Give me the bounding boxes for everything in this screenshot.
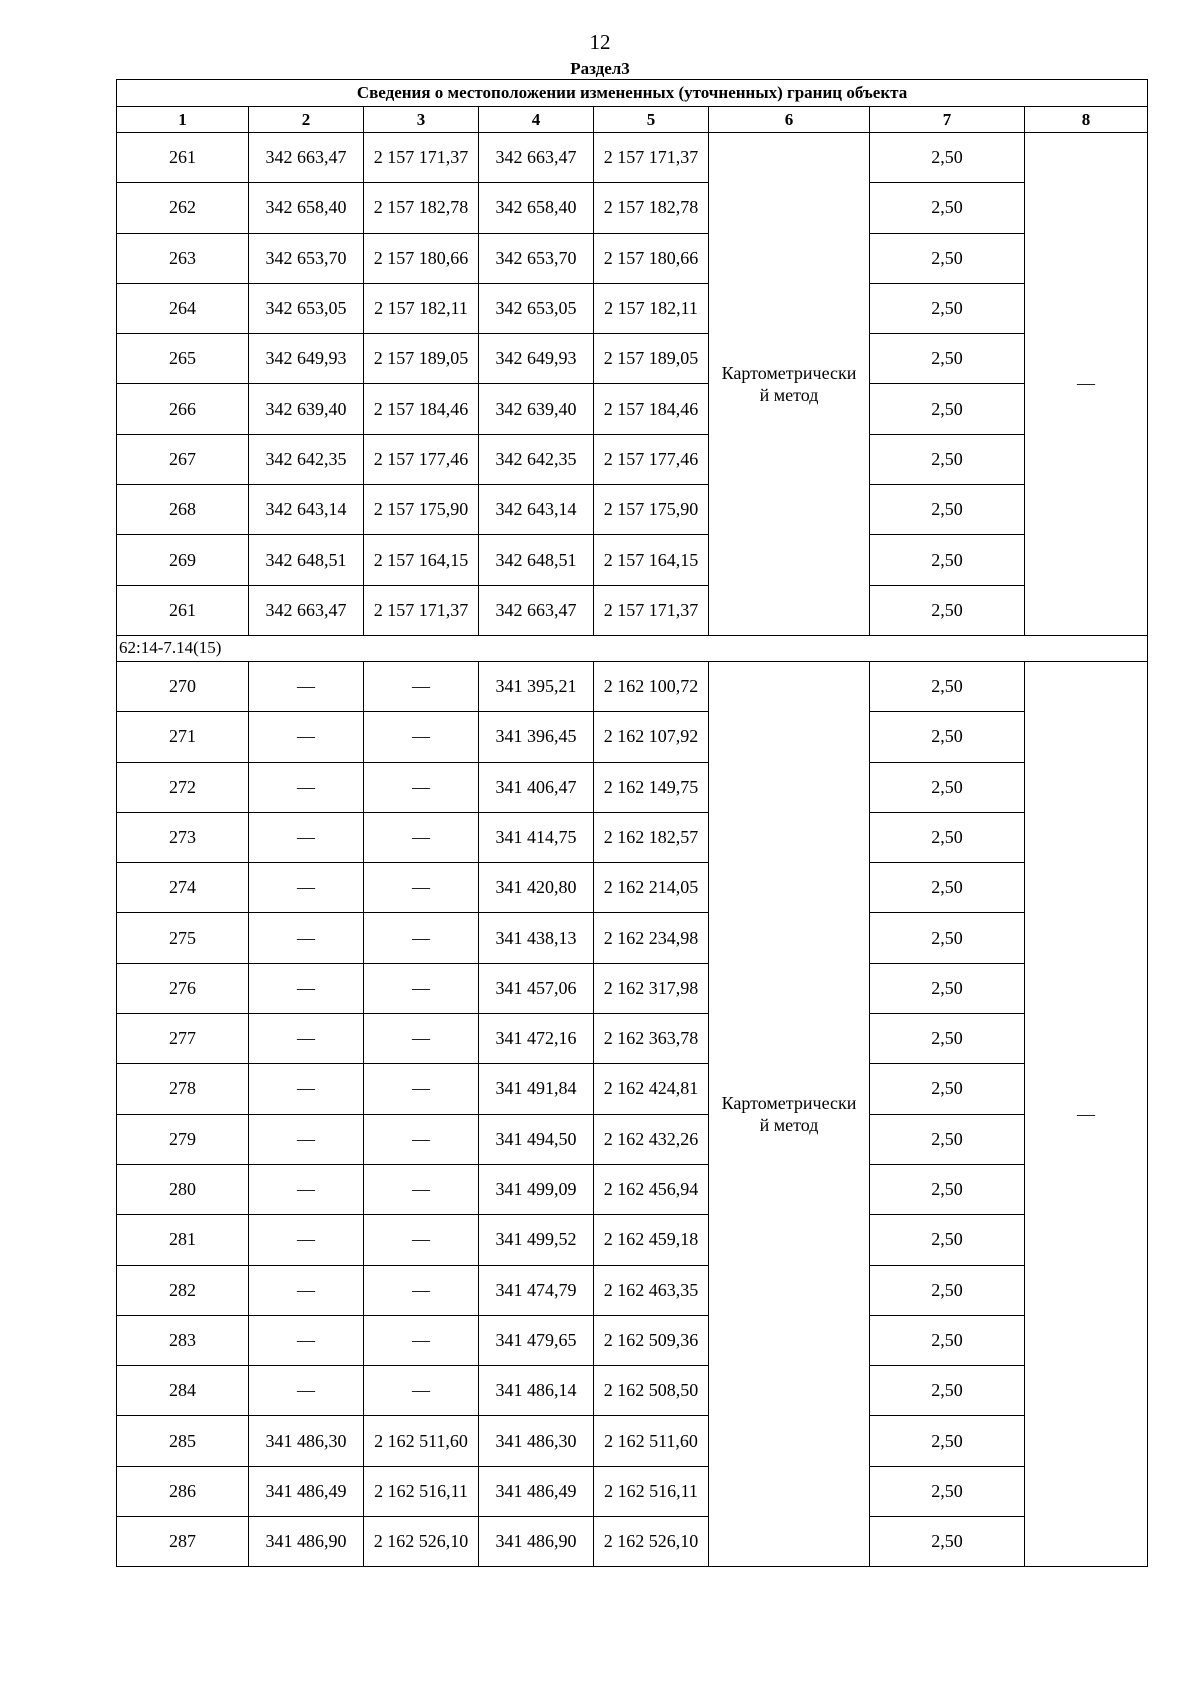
y-new-cell: 2 162 317,98 — [594, 963, 709, 1013]
x-old-cell: 342 663,47 — [249, 585, 364, 635]
y-new-cell: 2 162 424,81 — [594, 1064, 709, 1114]
x-old-cell: 342 658,40 — [249, 183, 364, 233]
x-old-cell: — — [249, 863, 364, 913]
y-old-cell: — — [364, 1014, 479, 1064]
y-old-cell: — — [364, 661, 479, 711]
x-new-cell: 341 494,50 — [479, 1114, 594, 1164]
table-row — [117, 485, 1148, 535]
y-old-cell: — — [364, 1164, 479, 1214]
x-old-cell: — — [249, 1366, 364, 1416]
point-number-cell: 273 — [117, 812, 249, 862]
table-row — [117, 913, 1148, 963]
x-new-cell: 342 642,35 — [479, 434, 594, 484]
x-old-cell: — — [249, 1315, 364, 1365]
accuracy-cell: 2,50 — [870, 1416, 1025, 1466]
method-cell — [709, 133, 870, 636]
table-row — [117, 812, 1148, 862]
x-old-cell: 342 653,70 — [249, 233, 364, 283]
x-new-cell: 341 420,80 — [479, 863, 594, 913]
x-old-cell: — — [249, 1164, 364, 1214]
page-number: 12 — [589, 30, 611, 54]
y-old-cell: — — [364, 1114, 479, 1164]
point-number-cell: 285 — [117, 1416, 249, 1466]
x-old-cell: 341 486,30 — [249, 1416, 364, 1466]
column-number: 8 — [1025, 107, 1148, 133]
y-old-cell: — — [364, 1315, 479, 1365]
accuracy-cell: 2,50 — [870, 535, 1025, 585]
column-number: 4 — [479, 107, 594, 133]
accuracy-cell: 2,50 — [870, 1366, 1025, 1416]
table-row — [117, 384, 1148, 434]
y-old-cell: 2 157 175,90 — [364, 485, 479, 535]
accuracy-cell: 2,50 — [870, 1215, 1025, 1265]
x-old-cell: — — [249, 1215, 364, 1265]
x-new-cell: 341 457,06 — [479, 963, 594, 1013]
accuracy-cell: 2,50 — [870, 712, 1025, 762]
table-row — [117, 1114, 1148, 1164]
x-old-cell: 342 653,05 — [249, 283, 364, 333]
x-old-cell: 342 648,51 — [249, 535, 364, 585]
table-row — [117, 334, 1148, 384]
x-new-cell: 341 414,75 — [479, 812, 594, 862]
column-number-row — [117, 107, 1148, 133]
y-new-cell: 2 162 234,98 — [594, 913, 709, 963]
x-new-cell: 341 474,79 — [479, 1265, 594, 1315]
accuracy-cell: 2,50 — [870, 334, 1025, 384]
table-row — [117, 1517, 1148, 1567]
y-new-cell: 2 162 526,10 — [594, 1517, 709, 1567]
section-title: Раздел3 — [570, 59, 630, 78]
accuracy-cell: 2,50 — [870, 1265, 1025, 1315]
accuracy-cell: 2,50 — [870, 434, 1025, 484]
table-row — [117, 1366, 1148, 1416]
accuracy-cell: 2,50 — [870, 963, 1025, 1013]
x-new-cell: 342 648,51 — [479, 535, 594, 585]
point-number-cell: 281 — [117, 1215, 249, 1265]
point-number-cell: 283 — [117, 1315, 249, 1365]
x-new-cell: 342 643,14 — [479, 485, 594, 535]
point-number-cell: 269 — [117, 535, 249, 585]
y-new-cell: 2 162 363,78 — [594, 1014, 709, 1064]
x-new-cell: 341 486,49 — [479, 1466, 594, 1516]
accuracy-cell: 2,50 — [870, 133, 1025, 183]
method-text-line: Картометрически — [721, 1093, 857, 1114]
table-row — [117, 133, 1148, 183]
note-cell: — — [1025, 661, 1148, 1566]
accuracy-cell: 2,50 — [870, 283, 1025, 333]
y-old-cell: 2 157 180,66 — [364, 233, 479, 283]
table-row — [117, 183, 1148, 233]
x-new-cell: 342 653,70 — [479, 233, 594, 283]
y-old-cell: 2 157 184,46 — [364, 384, 479, 434]
y-new-cell: 2 162 509,36 — [594, 1315, 709, 1365]
x-old-cell: — — [249, 712, 364, 762]
column-number: 7 — [870, 107, 1025, 133]
x-new-cell: 342 653,05 — [479, 283, 594, 333]
x-new-cell: 342 658,40 — [479, 183, 594, 233]
point-number-cell: 266 — [117, 384, 249, 434]
accuracy-cell: 2,50 — [870, 384, 1025, 434]
accuracy-cell: 2,50 — [870, 1064, 1025, 1114]
x-new-cell: 342 639,40 — [479, 384, 594, 434]
y-old-cell: — — [364, 963, 479, 1013]
y-old-cell: — — [364, 812, 479, 862]
method-text-line: Картометрически — [721, 362, 857, 383]
column-number: 3 — [364, 107, 479, 133]
x-new-cell: 341 499,52 — [479, 1215, 594, 1265]
method-text-line: й метод — [759, 384, 819, 405]
y-old-cell: 2 162 511,60 — [364, 1416, 479, 1466]
point-number-cell: 274 — [117, 863, 249, 913]
y-old-cell: 2 157 171,37 — [364, 133, 479, 183]
table-body — [117, 80, 1148, 1567]
method-cell — [709, 661, 870, 1566]
table-row — [117, 1215, 1148, 1265]
y-new-cell: 2 157 182,11 — [594, 283, 709, 333]
x-new-cell: 341 486,90 — [479, 1517, 594, 1567]
accuracy-cell: 2,50 — [870, 485, 1025, 535]
x-old-cell: — — [249, 1014, 364, 1064]
y-new-cell: 2 162 459,18 — [594, 1215, 709, 1265]
x-old-cell: — — [249, 963, 364, 1013]
group-header-row — [117, 635, 1148, 661]
y-old-cell: — — [364, 1064, 479, 1114]
y-old-cell: 2 162 516,11 — [364, 1466, 479, 1516]
column-number: 1 — [117, 107, 249, 133]
accuracy-cell: 2,50 — [870, 863, 1025, 913]
x-new-cell: 341 491,84 — [479, 1064, 594, 1114]
x-old-cell: — — [249, 1114, 364, 1164]
accuracy-cell: 2,50 — [870, 762, 1025, 812]
y-new-cell: 2 157 175,90 — [594, 485, 709, 535]
table-caption-row — [117, 80, 1148, 107]
accuracy-cell: 2,50 — [870, 183, 1025, 233]
x-old-cell: — — [249, 812, 364, 862]
point-number-cell: 267 — [117, 434, 249, 484]
accuracy-cell: 2,50 — [870, 1315, 1025, 1365]
y-old-cell: 2 157 189,05 — [364, 334, 479, 384]
accuracy-cell: 2,50 — [870, 1114, 1025, 1164]
table-row — [117, 1416, 1148, 1466]
y-old-cell: 2 157 164,15 — [364, 535, 479, 585]
point-number-cell: 263 — [117, 233, 249, 283]
y-new-cell: 2 157 180,66 — [594, 233, 709, 283]
y-old-cell: — — [364, 913, 479, 963]
point-number-cell: 261 — [117, 133, 249, 183]
y-new-cell: 2 162 516,11 — [594, 1466, 709, 1516]
point-number-cell: 262 — [117, 183, 249, 233]
point-number-cell: 261 — [117, 585, 249, 635]
y-new-cell: 2 157 171,37 — [594, 133, 709, 183]
y-new-cell: 2 162 432,26 — [594, 1114, 709, 1164]
x-old-cell: 342 639,40 — [249, 384, 364, 434]
y-new-cell: 2 162 463,35 — [594, 1265, 709, 1315]
x-new-cell: 341 396,45 — [479, 712, 594, 762]
x-old-cell: — — [249, 661, 364, 711]
point-number-cell: 271 — [117, 712, 249, 762]
point-number-cell: 276 — [117, 963, 249, 1013]
table-row — [117, 1315, 1148, 1365]
x-old-cell: 342 642,35 — [249, 434, 364, 484]
x-old-cell: 341 486,49 — [249, 1466, 364, 1516]
method-text-line: й метод — [759, 1115, 819, 1136]
x-new-cell: 342 663,47 — [479, 133, 594, 183]
table-row — [117, 1014, 1148, 1064]
table-row — [117, 762, 1148, 812]
column-number: 5 — [594, 107, 709, 133]
x-new-cell: 341 486,30 — [479, 1416, 594, 1466]
accuracy-cell: 2,50 — [870, 1517, 1025, 1567]
y-old-cell: 2 162 526,10 — [364, 1517, 479, 1567]
y-new-cell: 2 157 171,37 — [594, 585, 709, 635]
accuracy-cell: 2,50 — [870, 1466, 1025, 1516]
y-new-cell: 2 157 182,78 — [594, 183, 709, 233]
point-number-cell: 264 — [117, 283, 249, 333]
y-new-cell: 2 162 149,75 — [594, 762, 709, 812]
y-new-cell: 2 157 177,46 — [594, 434, 709, 484]
x-new-cell: 341 479,65 — [479, 1315, 594, 1365]
table-row — [117, 863, 1148, 913]
table-row — [117, 535, 1148, 585]
point-number-cell: 284 — [117, 1366, 249, 1416]
table-row — [117, 1064, 1148, 1114]
y-new-cell: 2 162 456,94 — [594, 1164, 709, 1214]
table-row — [117, 1466, 1148, 1516]
y-new-cell: 2 157 189,05 — [594, 334, 709, 384]
table-row — [117, 712, 1148, 762]
note-cell: — — [1025, 133, 1148, 636]
y-old-cell: — — [364, 1265, 479, 1315]
table-row — [117, 434, 1148, 484]
table-row — [117, 283, 1148, 333]
y-old-cell: — — [364, 1215, 479, 1265]
accuracy-cell: 2,50 — [870, 661, 1025, 711]
point-number-cell: 279 — [117, 1114, 249, 1164]
accuracy-cell: 2,50 — [870, 812, 1025, 862]
y-new-cell: 2 162 100,72 — [594, 661, 709, 711]
y-old-cell: 2 157 177,46 — [364, 434, 479, 484]
x-old-cell: — — [249, 1064, 364, 1114]
x-old-cell: 342 663,47 — [249, 133, 364, 183]
y-new-cell: 2 157 184,46 — [594, 384, 709, 434]
x-new-cell: 342 649,93 — [479, 334, 594, 384]
accuracy-cell: 2,50 — [870, 585, 1025, 635]
y-old-cell: 2 157 171,37 — [364, 585, 479, 635]
column-number: 6 — [709, 107, 870, 133]
y-old-cell: — — [364, 712, 479, 762]
accuracy-cell: 2,50 — [870, 233, 1025, 283]
x-old-cell: 342 649,93 — [249, 334, 364, 384]
y-new-cell: 2 162 214,05 — [594, 863, 709, 913]
point-number-cell: 282 — [117, 1265, 249, 1315]
table-row — [117, 585, 1148, 635]
x-new-cell: 342 663,47 — [479, 585, 594, 635]
x-new-cell: 341 499,09 — [479, 1164, 594, 1214]
y-new-cell: 2 162 511,60 — [594, 1416, 709, 1466]
y-old-cell: 2 157 182,78 — [364, 183, 479, 233]
group-label: 62:14-7.14(15) — [117, 635, 1148, 661]
x-new-cell: 341 472,16 — [479, 1014, 594, 1064]
column-number: 2 — [249, 107, 364, 133]
x-old-cell: 341 486,90 — [249, 1517, 364, 1567]
point-number-cell: 275 — [117, 913, 249, 963]
table-row — [117, 1164, 1148, 1214]
y-new-cell: 2 162 107,92 — [594, 712, 709, 762]
x-new-cell: 341 438,13 — [479, 913, 594, 963]
x-old-cell: — — [249, 913, 364, 963]
x-new-cell: 341 486,14 — [479, 1366, 594, 1416]
point-number-cell: 277 — [117, 1014, 249, 1064]
y-old-cell: — — [364, 863, 479, 913]
x-new-cell: 341 406,47 — [479, 762, 594, 812]
table-row — [117, 233, 1148, 283]
point-number-cell: 278 — [117, 1064, 249, 1114]
y-old-cell: — — [364, 1366, 479, 1416]
x-old-cell: — — [249, 1265, 364, 1315]
table-caption: Сведения о местоположении измененных (уточненных) границ объекта — [117, 80, 1148, 107]
y-new-cell: 2 162 508,50 — [594, 1366, 709, 1416]
y-old-cell: 2 157 182,11 — [364, 283, 479, 333]
point-number-cell: 287 — [117, 1517, 249, 1567]
point-number-cell: 270 — [117, 661, 249, 711]
point-number-cell: 286 — [117, 1466, 249, 1516]
coordinates-table — [116, 79, 1148, 1567]
accuracy-cell: 2,50 — [870, 1014, 1025, 1064]
accuracy-cell: 2,50 — [870, 1164, 1025, 1214]
point-number-cell: 280 — [117, 1164, 249, 1214]
x-new-cell: 341 395,21 — [479, 661, 594, 711]
accuracy-cell: 2,50 — [870, 913, 1025, 963]
y-new-cell: 2 162 182,57 — [594, 812, 709, 862]
table-row — [117, 1265, 1148, 1315]
table-row — [117, 661, 1148, 711]
y-old-cell: — — [364, 762, 479, 812]
point-number-cell: 265 — [117, 334, 249, 384]
x-old-cell: 342 643,14 — [249, 485, 364, 535]
x-old-cell: — — [249, 762, 364, 812]
point-number-cell: 268 — [117, 485, 249, 535]
table-row — [117, 963, 1148, 1013]
point-number-cell: 272 — [117, 762, 249, 812]
y-new-cell: 2 157 164,15 — [594, 535, 709, 585]
